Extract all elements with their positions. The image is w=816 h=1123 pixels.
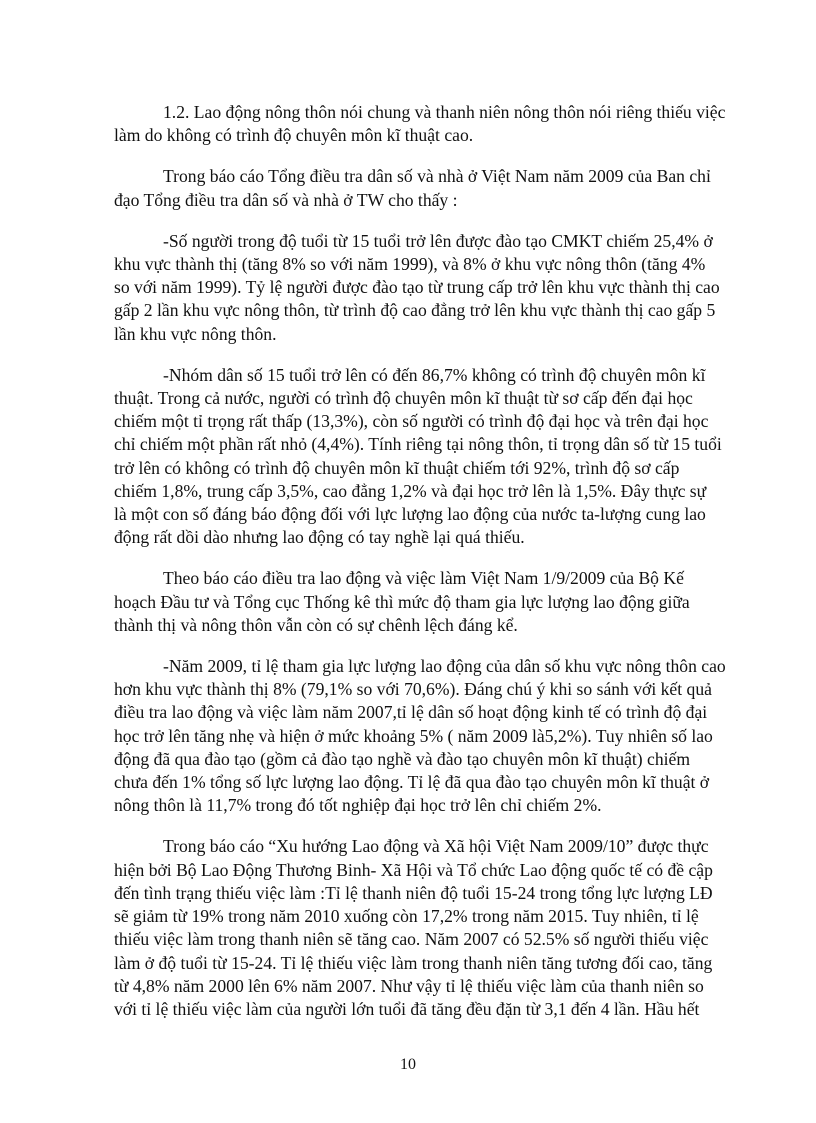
- text-line: lần khu vực nông thôn.: [114, 323, 277, 344]
- text-line: đến tình trạng thiếu việc làm :Tỉ lệ thanh niên độ tuổi 15-24 trong tổng lực lượng LĐ: [114, 882, 713, 903]
- paragraph-participation-2009: [114, 655, 762, 817]
- text-line: nông thôn là 11,7% trong đó tốt nghiệp đại học trở lên chỉ chiếm 2%.: [114, 795, 602, 816]
- text-line: gấp 2 lần khu vực nông thôn, từ trình độ cao đẳng trở lên khu vực thành thị cao gấp 5: [114, 300, 716, 321]
- text-line: hiện bởi Bộ Lao Động Thương Binh- Xã Hội và Tổ chức Lao động quốc tế có đề cập: [114, 859, 713, 880]
- text-line: 1.2. Lao động nông thôn nói chung và thanh niên nông thôn nói riêng thiếu việc: [163, 102, 726, 122]
- text-line: khu vực thành thị (tăng 8% so với năm 1999), và 8% ở khu vực nông thôn (tăng 4%: [114, 254, 706, 275]
- text-line: Trong báo cáo “Xu hướng Lao động và Xã hội Việt Nam 2009/10” được thực: [163, 836, 709, 857]
- paragraph-trained-workers: [114, 230, 762, 346]
- text-line: hoạch Đầu tư và Tổng cục Thống kê thì mức độ tham gia lực lượng lao động giữa: [114, 591, 690, 612]
- text-line: -Nhóm dân số 15 tuổi trở lên có đến 86,7% không có trình độ chuyên môn kĩ: [163, 364, 706, 385]
- text-line: thuật. Trong cả nước, người có trình độ chuyên môn kĩ thuật từ sơ cấp đến đại học: [114, 388, 693, 409]
- text-line: -Số người trong độ tuổi từ 15 tuổi trở lên được đào tạo CMKT chiếm 25,4% ở: [163, 230, 713, 251]
- text-line: với tỉ lệ thiếu việc làm của người lớn tuổi đã tăng đều đặn từ 3,1 đến 4 lần. Hầu hết: [114, 998, 700, 1019]
- text-line: chiếm 1,8%, trung cấp 3,5%, cao đẳng 1,2% và đại học trở lên là 1,5%. Đây thực sự: [114, 480, 707, 501]
- paragraph-census-intro: [114, 165, 762, 211]
- text-line: chỉ chiếm một phần rất nhỏ (4,4%). Tính riêng tại nông thôn, tỉ trọng dân số từ 15 tuổi: [114, 434, 722, 455]
- text-line: so với năm 1999). Tỷ lệ người được đào tạo từ trung cấp trở lên khu vực thành thị cao: [114, 277, 720, 298]
- page-number: 10: [400, 1056, 416, 1073]
- text-line: học trở lên tăng nhẹ và hiện ở mức khoảng 5% ( năm 2009 là5,2%). Tuy nhiên số lao: [114, 725, 713, 746]
- text-line: chưa đến 1% tổng số lực lượng lao động. Tỉ lệ đã qua đào tạo chuyên môn kĩ thuật ở: [114, 772, 710, 793]
- paragraph-section-heading: [114, 101, 762, 147]
- text-line: đạo Tổng điều tra dân số và nhà ở TW cho thấy :: [114, 189, 458, 210]
- text-line: thiếu việc làm trong thanh niên sẽ tăng cao. Năm 2007 có 52.5% số người thiếu việc: [114, 929, 709, 950]
- paragraph-youth-underemployment: [114, 835, 762, 1021]
- text-line: động rất dồi dào nhưng lao động có tay nghề lại quá thiếu.: [114, 527, 525, 548]
- body-text: [114, 101, 762, 1039]
- text-line: từ 4,8% năm 2000 lên 6% năm 2007. Như vậy tỉ lệ thiếu việc làm của thanh niên so: [114, 975, 704, 996]
- text-line: động đã qua đào tạo (gồm cả đào tạo nghề và đào tạo chuyên môn kĩ thuật) chiếm: [114, 748, 691, 769]
- text-line: Trong báo cáo Tổng điều tra dân số và nhà ở Việt Nam năm 2009 của Ban chỉ: [163, 166, 711, 187]
- paragraph-untrained-population: [114, 364, 762, 550]
- text-line: thành thị và nông thôn vẫn còn có sự chênh lệch đáng kể.: [114, 614, 518, 635]
- text-line: là một con số đáng báo động đối với lực lượng lao động của nước ta-lượng cung lao: [114, 504, 706, 525]
- paragraph-labour-survey: [114, 567, 762, 637]
- text-line: sẽ giảm từ 19% trong năm 2010 xuống còn 17,2% trong năm 2015. Tuy nhiên, tỉ lệ: [114, 906, 699, 927]
- text-line: làm ở độ tuổi từ 15-24. Tỉ lệ thiếu việc làm trong thanh niên tăng tương đối cao, tăng: [114, 952, 713, 973]
- text-line: -Năm 2009, tỉ lệ tham gia lực lượng lao động của dân số khu vực nông thôn cao: [163, 656, 726, 677]
- text-line: làm do không có trình độ chuyên môn kĩ thuật cao.: [114, 125, 474, 146]
- text-line: điều tra lao động và việc làm năm 2007,tỉ lệ dân số hoạt động kinh tế có trình độ đại: [114, 702, 708, 723]
- text-line: hơn khu vực thành thị 8% (79,1% so với 70,6%). Đáng chú ý khi so sánh với kết quả: [114, 679, 712, 700]
- text-line: trở lên có không có trình độ chuyên môn kĩ thuật chiếm tới 92%, trình độ sơ cấp: [114, 457, 680, 478]
- text-line: Theo báo cáo điều tra lao động và việc làm Việt Nam 1/9/2009 của Bộ Kế: [163, 568, 684, 589]
- text-line: chiếm một tỉ trọng rất thấp (13,3%), còn số người có trình độ đại học và trên đại học: [114, 411, 709, 432]
